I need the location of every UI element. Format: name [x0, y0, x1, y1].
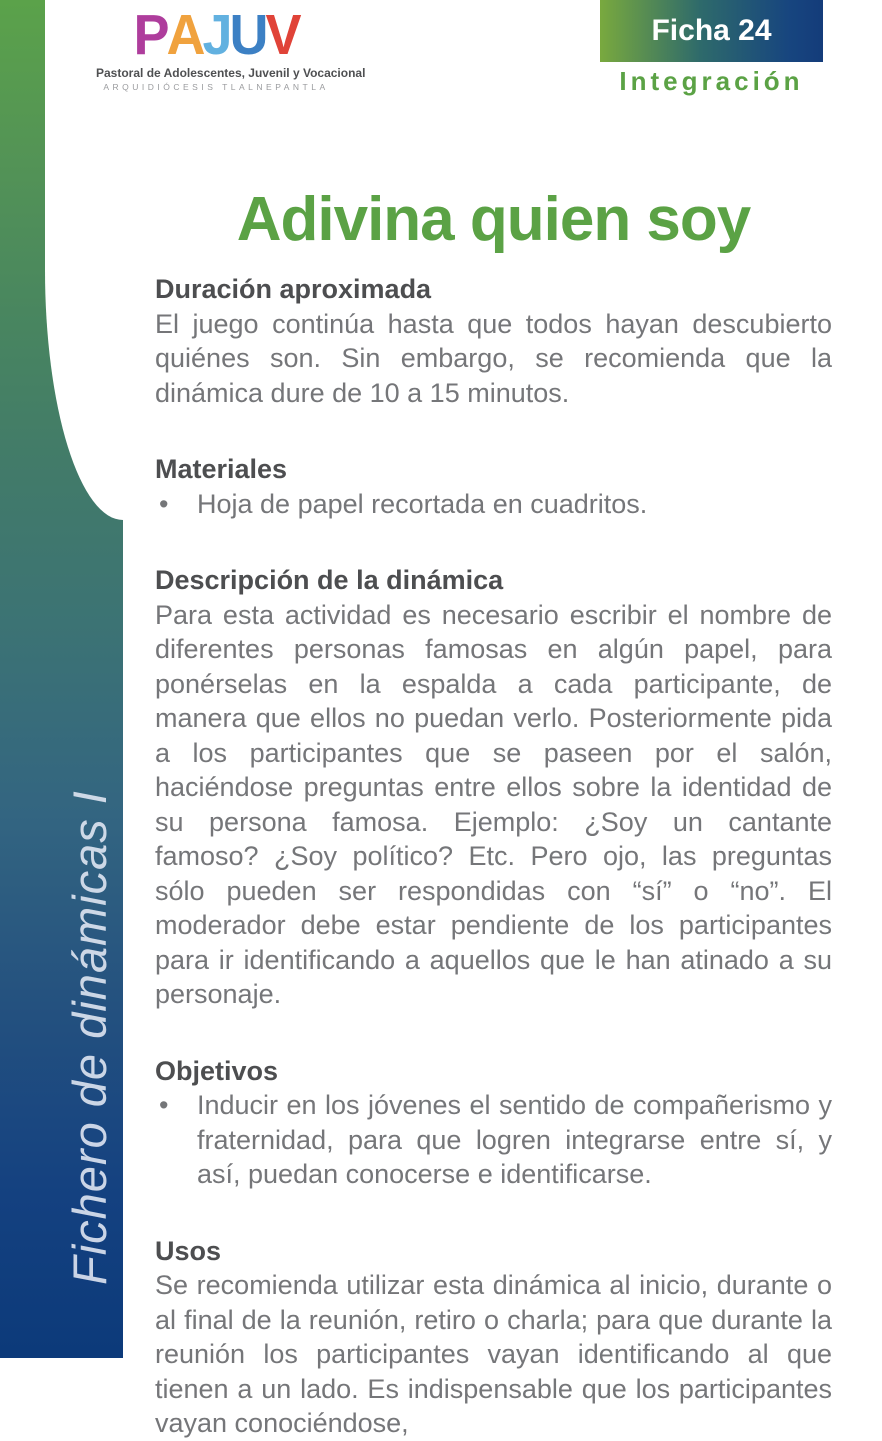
logo-subsubtitle: ARQUIDIÓCESIS TLALNEPANTLA: [103, 82, 329, 92]
page-title: Adivina quien soy: [236, 184, 751, 254]
section-heading-descripcion: Descripción de la dinámica: [155, 565, 504, 595]
list-item: • Inducir en los jóvenes el sentido de compañerismo y fraternidad, para que logren integrarse entre sí, y así, puedan conocerse e identificarse.: [155, 1088, 832, 1192]
section-heading-objetivos: Objetivos: [155, 1055, 279, 1086]
category-label: Integración: [619, 66, 804, 96]
sidebar-vertical-label: Fichero de dinámicas I: [63, 790, 116, 1285]
pajuv-logo-letters: [96, 3, 336, 67]
logo-letter-p: P: [133, 3, 167, 67]
ficha-number-banner: [600, 0, 823, 62]
section-text-descripcion: Para esta actividad es necesario escribir el nombre de diferentes personas famosas en algún papel, para ponérselas en la espalda a cada participante, de manera que ellos no puedan verlo. Posteriormente pida a los participantes que se paseen por el salón, haciéndose preguntas entre ellos sobre la identidad de su persona famosa. Ejemplo: ¿Soy un cantante famoso? ¿Soy político? Etc. Pero ojo, las preguntas sólo pueden ser respondidas con “sí” o “no”. El moderador debe estar pendiente de los participantes para ir identificando a aquellos que le han atinado a su personaje.: [155, 599, 832, 1009]
objetivos-list: [155, 1088, 832, 1192]
logo-subtitle: Pastoral de Adolescentes, Juvenil y Vocacional: [96, 66, 366, 80]
logo-letter-v: V: [265, 3, 299, 67]
section-heading-materiales: Materiales: [155, 454, 288, 484]
section-heading-usos: Usos: [155, 1235, 222, 1266]
section-text-duracion: El juego continúa hasta que todos hayan descubierto quiénes son. Sin embargo, se recomienda que la dinámica dure de 10 a 15 minutos.: [155, 308, 832, 408]
materiales-list: [155, 487, 832, 522]
ficha-number-label: Ficha 24: [651, 14, 772, 47]
logo-letter-u: U: [229, 3, 266, 67]
logo-letter-j: J: [202, 3, 230, 67]
section-text-usos: Se recomienda utilizar esta dinámica al inicio, durante o al final de la reunión, retiro o charla; para que durante la reunión los participantes vayan identificando al que tienen a un lado. Es indispensable que los participantes vayan conociéndose,: [155, 1270, 832, 1438]
content-body: [155, 272, 832, 1441]
logo-letter-a: A: [166, 3, 203, 67]
section-heading-duracion: Duración aproximada: [155, 274, 432, 304]
list-item: • Hoja de papel recortada en cuadritos.: [155, 487, 832, 522]
pajuv-logo: [96, 3, 366, 92]
